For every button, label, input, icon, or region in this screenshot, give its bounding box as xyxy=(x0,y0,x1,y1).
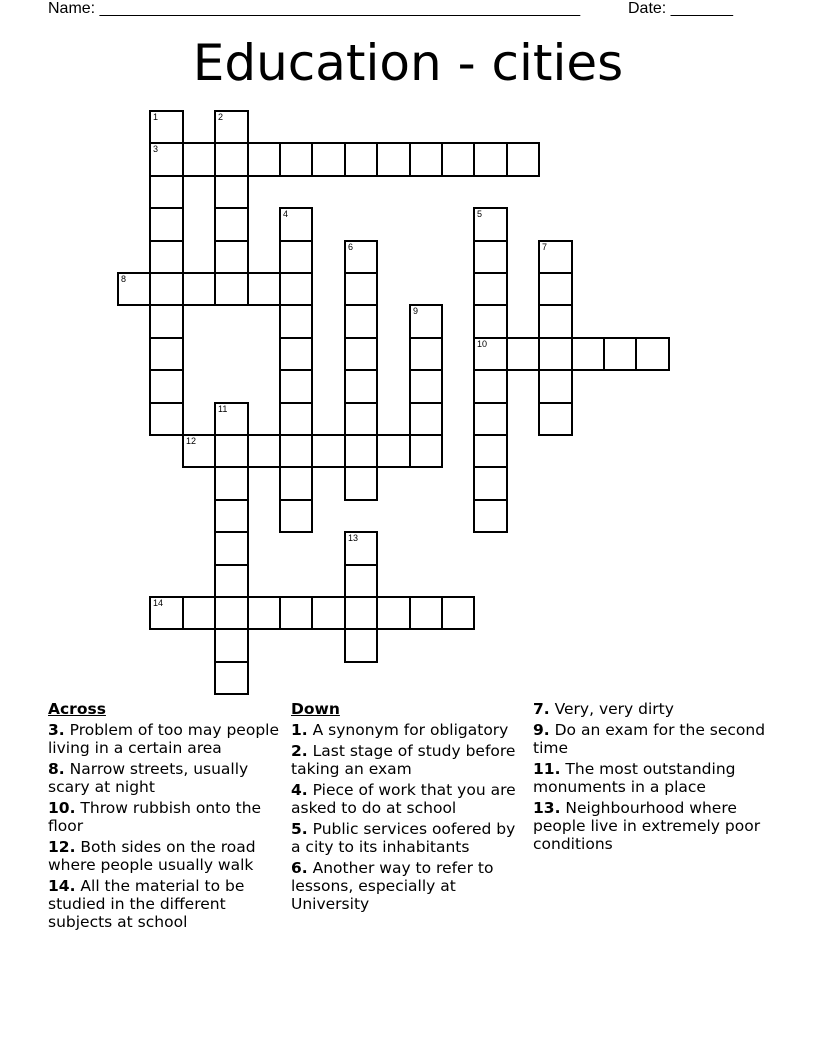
crossword-cell[interactable] xyxy=(473,240,508,274)
clue-down-5: 5. Public services oofered by a city to its inhabitants xyxy=(291,820,516,856)
crossword-cell[interactable] xyxy=(538,272,573,306)
crossword-cell[interactable] xyxy=(344,402,378,436)
clue-number: 9 xyxy=(413,306,419,316)
crossword-cell[interactable] xyxy=(603,337,637,371)
crossword-cell[interactable] xyxy=(149,402,184,436)
clue-down-1: 1. A synonym for obligatory xyxy=(291,721,509,739)
crossword-cell[interactable] xyxy=(279,434,313,468)
date-field-label: Date: _______ xyxy=(628,0,733,17)
crossword-cell[interactable] xyxy=(344,531,378,566)
crossword-cell[interactable] xyxy=(279,466,313,501)
crossword-cell[interactable] xyxy=(473,337,508,371)
clue-number: 4 xyxy=(283,209,289,219)
crossword-cell[interactable] xyxy=(149,337,184,371)
clue-across-12: 12. Both sides on the road where people usually walk xyxy=(48,838,256,874)
clue-number: 7 xyxy=(542,242,548,252)
crossword-cell[interactable] xyxy=(409,596,443,630)
crossword-cell[interactable] xyxy=(538,240,573,274)
crossword-cell[interactable] xyxy=(247,434,281,468)
crossword-cell[interactable] xyxy=(149,596,184,630)
crossword-cell[interactable] xyxy=(506,337,540,371)
crossword-cell[interactable] xyxy=(538,337,573,371)
crossword-cell[interactable] xyxy=(409,369,443,404)
crossword-cell[interactable] xyxy=(214,142,249,177)
clue-number: 2 xyxy=(218,112,224,122)
crossword-cell[interactable] xyxy=(473,402,508,436)
crossword-cell[interactable] xyxy=(279,142,313,177)
crossword-cell[interactable] xyxy=(149,304,184,339)
crossword-cell[interactable] xyxy=(117,272,151,306)
crossword-cell[interactable] xyxy=(279,596,313,630)
crossword-cell[interactable] xyxy=(279,499,313,533)
clue-number: 12 xyxy=(186,436,197,446)
clue-number: 5 xyxy=(477,209,483,219)
crossword-cell[interactable] xyxy=(376,596,411,630)
crossword-cell[interactable] xyxy=(149,369,184,404)
crossword-cell[interactable] xyxy=(409,142,443,177)
crossword-cell[interactable] xyxy=(538,402,573,436)
crossword-cell[interactable] xyxy=(149,240,184,274)
down-clues xyxy=(291,700,527,916)
crossword-cell[interactable] xyxy=(473,434,508,468)
crossword-cell[interactable] xyxy=(182,272,216,306)
crossword-cell[interactable] xyxy=(279,337,313,371)
down-clues-continued xyxy=(533,700,769,856)
clue-across-14: 14. All the material to be studied in the different subjects at school xyxy=(48,877,245,931)
crossword-cell[interactable] xyxy=(538,304,573,339)
crossword-cell[interactable] xyxy=(279,240,313,274)
clue-across-10: 10. Throw rubbish onto the floor xyxy=(48,799,262,835)
crossword-cell[interactable] xyxy=(506,142,540,177)
crossword-cell[interactable] xyxy=(473,272,508,306)
crossword-cell[interactable] xyxy=(214,661,249,695)
clue-number: 8 xyxy=(121,274,127,284)
crossword-cell[interactable] xyxy=(441,142,475,177)
crossword-cell[interactable] xyxy=(182,434,216,468)
clue-across-3: 3. Problem of too may people living in a certain area xyxy=(48,721,279,757)
clue-number: 3 xyxy=(153,144,159,154)
crossword-cell[interactable] xyxy=(214,628,249,663)
crossword-cell[interactable] xyxy=(214,110,249,144)
crossword-cell[interactable] xyxy=(344,434,378,468)
crossword-cell[interactable] xyxy=(279,272,313,306)
crossword-cell[interactable] xyxy=(247,142,281,177)
crossword-cell[interactable] xyxy=(214,434,249,468)
crossword-cell[interactable] xyxy=(279,207,313,242)
crossword-cell[interactable] xyxy=(344,369,378,404)
crossword-cell[interactable] xyxy=(344,272,378,306)
crossword-cell[interactable] xyxy=(149,142,184,177)
crossword-cell[interactable] xyxy=(214,272,249,306)
clue-down-6: 6. Another way to refer to lessons, especially at University xyxy=(291,859,494,913)
clue-down-11: 11. The most outstanding monuments in a place xyxy=(533,760,736,796)
crossword-cell[interactable] xyxy=(149,110,184,144)
crossword-cell[interactable] xyxy=(473,142,508,177)
crossword-cell[interactable] xyxy=(279,304,313,339)
crossword-cell[interactable] xyxy=(182,596,216,630)
clue-number: 13 xyxy=(348,533,359,543)
crossword-cell[interactable] xyxy=(247,596,281,630)
crossword-cell[interactable] xyxy=(311,142,346,177)
crossword-cell[interactable] xyxy=(376,434,411,468)
crossword-cell[interactable] xyxy=(473,499,508,533)
crossword-cell[interactable] xyxy=(149,272,184,306)
crossword-cell[interactable] xyxy=(311,434,346,468)
crossword-cell[interactable] xyxy=(279,402,313,436)
clue-across-8: 8. Narrow streets, usually scary at night xyxy=(48,760,249,796)
page-title: Education - cities xyxy=(192,34,624,92)
crossword-cell[interactable] xyxy=(214,175,249,209)
clue-number: 10 xyxy=(477,339,488,349)
crossword-cell[interactable] xyxy=(635,337,670,371)
crossword-cell[interactable] xyxy=(538,369,573,404)
crossword-cell[interactable] xyxy=(214,531,249,566)
crossword-cell[interactable] xyxy=(214,207,249,242)
crossword-cell[interactable] xyxy=(473,207,508,242)
clue-down-13: 13. Neighbourhood where people live in extremely poor conditions xyxy=(533,799,761,853)
clue-number: 14 xyxy=(153,598,164,608)
crossword-cell[interactable] xyxy=(344,628,378,663)
crossword-cell[interactable] xyxy=(182,142,216,177)
crossword-cell[interactable] xyxy=(473,304,508,339)
crossword-cell[interactable] xyxy=(376,142,411,177)
crossword-cell[interactable] xyxy=(247,272,281,306)
crossword-cell[interactable] xyxy=(279,369,313,404)
crossword-cell[interactable] xyxy=(409,337,443,371)
crossword-cell[interactable] xyxy=(441,596,475,630)
down-heading: Down xyxy=(291,700,340,718)
crossword-cell[interactable] xyxy=(571,337,605,371)
crossword-cell[interactable] xyxy=(344,596,378,630)
crossword-cell[interactable] xyxy=(149,207,184,242)
crossword-cell[interactable] xyxy=(409,434,443,468)
clue-number: 6 xyxy=(348,242,354,252)
crossword-cell[interactable] xyxy=(344,240,378,274)
crossword-cell[interactable] xyxy=(344,142,378,177)
clue-number: 11 xyxy=(218,404,228,414)
crossword-cell[interactable] xyxy=(214,240,249,274)
crossword-cell[interactable] xyxy=(473,369,508,404)
crossword-cell[interactable] xyxy=(409,304,443,339)
crossword-cell[interactable] xyxy=(344,564,378,598)
crossword-cell[interactable] xyxy=(311,596,346,630)
crossword-cell[interactable] xyxy=(214,564,249,598)
crossword-cell[interactable] xyxy=(214,596,249,630)
crossword-cell[interactable] xyxy=(149,175,184,209)
crossword-cell[interactable] xyxy=(344,304,378,339)
name-field-label: Name: ______________________________________________________ xyxy=(48,0,581,17)
crossword-cell[interactable] xyxy=(214,402,249,436)
clue-down-7: 7. Very, very dirty xyxy=(533,700,674,718)
crossword-cell[interactable] xyxy=(214,499,249,533)
clue-down-4: 4. Piece of work that you are asked to do at school xyxy=(291,781,516,817)
crossword-cell[interactable] xyxy=(344,337,378,371)
clue-down-9: 9. Do an exam for the second time xyxy=(533,721,766,757)
clue-number: 1 xyxy=(153,112,159,122)
crossword-cell[interactable] xyxy=(473,466,508,501)
across-clues xyxy=(48,700,284,934)
crossword-cell[interactable] xyxy=(214,466,249,501)
crossword-cell[interactable] xyxy=(409,402,443,436)
across-heading: Across xyxy=(48,700,106,718)
crossword-cell[interactable] xyxy=(344,466,378,501)
clue-down-2: 2. Last stage of study before taking an exam xyxy=(291,742,516,778)
